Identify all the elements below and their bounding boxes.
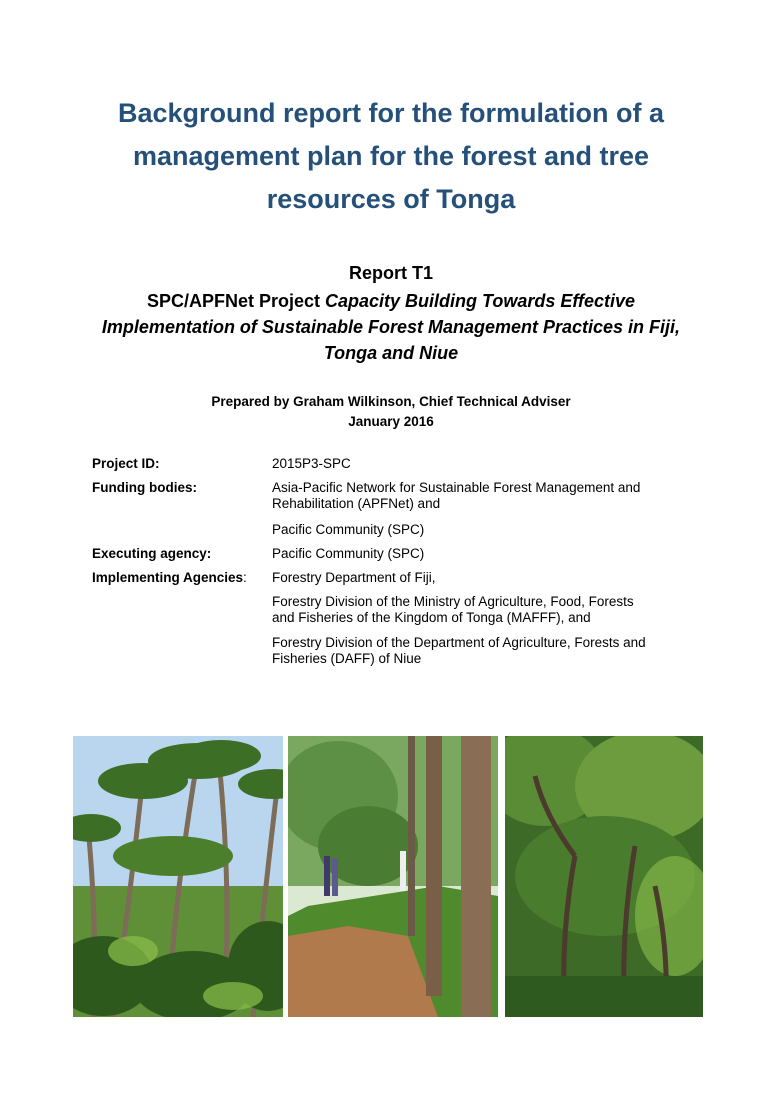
title-line-2: management plan for the forest and tree xyxy=(132,141,650,171)
native-forest-photo xyxy=(505,736,703,1017)
document-title xyxy=(70,92,712,221)
project-name-part-3: Tonga and Niue xyxy=(323,343,459,363)
implementing-label-colon: : xyxy=(243,570,247,585)
implementing-label-text: Implementing Agencies xyxy=(92,570,244,585)
implementing-value-3 xyxy=(272,635,712,667)
executing-row xyxy=(92,546,712,570)
project-name-part-1: Capacity Building Towards Effective xyxy=(324,291,636,311)
funding-row-2 xyxy=(92,522,712,546)
funding-row xyxy=(92,480,712,522)
report-date: January 2016 xyxy=(348,414,434,429)
project-name-part-2: Implementation of Sustainable Forest Management Practices in Fiji, xyxy=(101,317,681,337)
prepared-by: Prepared by Graham Wilkinson, Chief Technical Adviser xyxy=(211,394,571,409)
executing-label: Executing agency: xyxy=(92,546,212,561)
report-number: Report T1 xyxy=(348,263,433,283)
implementing-value-3a: Forestry Division of the Department of Agriculture, Forests and xyxy=(272,635,646,650)
implementing-value-3b: Fisheries (DAFF) of Niue xyxy=(272,651,422,666)
pine-plantation-photo xyxy=(288,736,498,1017)
executing-value: Pacific Community (SPC) xyxy=(272,546,425,561)
funding-value-2: Pacific Community (SPC) xyxy=(272,522,425,537)
funding-value-1b: Rehabilitation (APFNet) and xyxy=(272,496,441,511)
implementing-row-2 xyxy=(92,594,712,635)
funding-value-1 xyxy=(272,480,712,512)
cover-photo-strip xyxy=(73,736,703,1018)
title-line-1: Background report for the formulation of a xyxy=(117,98,664,128)
funding-value-1a: Asia-Pacific Network for Sustainable Forest Management and xyxy=(272,480,641,495)
project-line-3 xyxy=(60,340,722,366)
project-line-2 xyxy=(60,314,722,340)
implementing-row xyxy=(92,570,712,594)
implementing-value-2 xyxy=(272,594,712,626)
title-line-3: resources of Tonga xyxy=(266,184,516,214)
coconut-palms-photo xyxy=(73,736,283,1017)
prepared-block xyxy=(0,392,782,432)
project-id-row xyxy=(92,456,712,480)
project-prefix: SPC/APFNet Project xyxy=(146,291,325,311)
implementing-value-1: Forestry Department of Fiji, xyxy=(272,570,436,585)
implementing-value-2b: and Fisheries of the Kingdom of Tonga (MAFFF), and xyxy=(272,610,591,625)
project-id-label: Project ID: xyxy=(92,456,160,471)
project-line-1 xyxy=(60,288,722,314)
funding-label: Funding bodies: xyxy=(92,480,197,495)
implementing-label xyxy=(92,570,270,586)
project-id-value: 2015P3-SPC xyxy=(272,456,351,471)
implementing-row-3 xyxy=(92,635,712,671)
project-info-table xyxy=(92,456,712,671)
implementing-value-2a: Forestry Division of the Ministry of Agriculture, Food, Forests xyxy=(272,594,634,609)
project-title xyxy=(60,288,722,366)
